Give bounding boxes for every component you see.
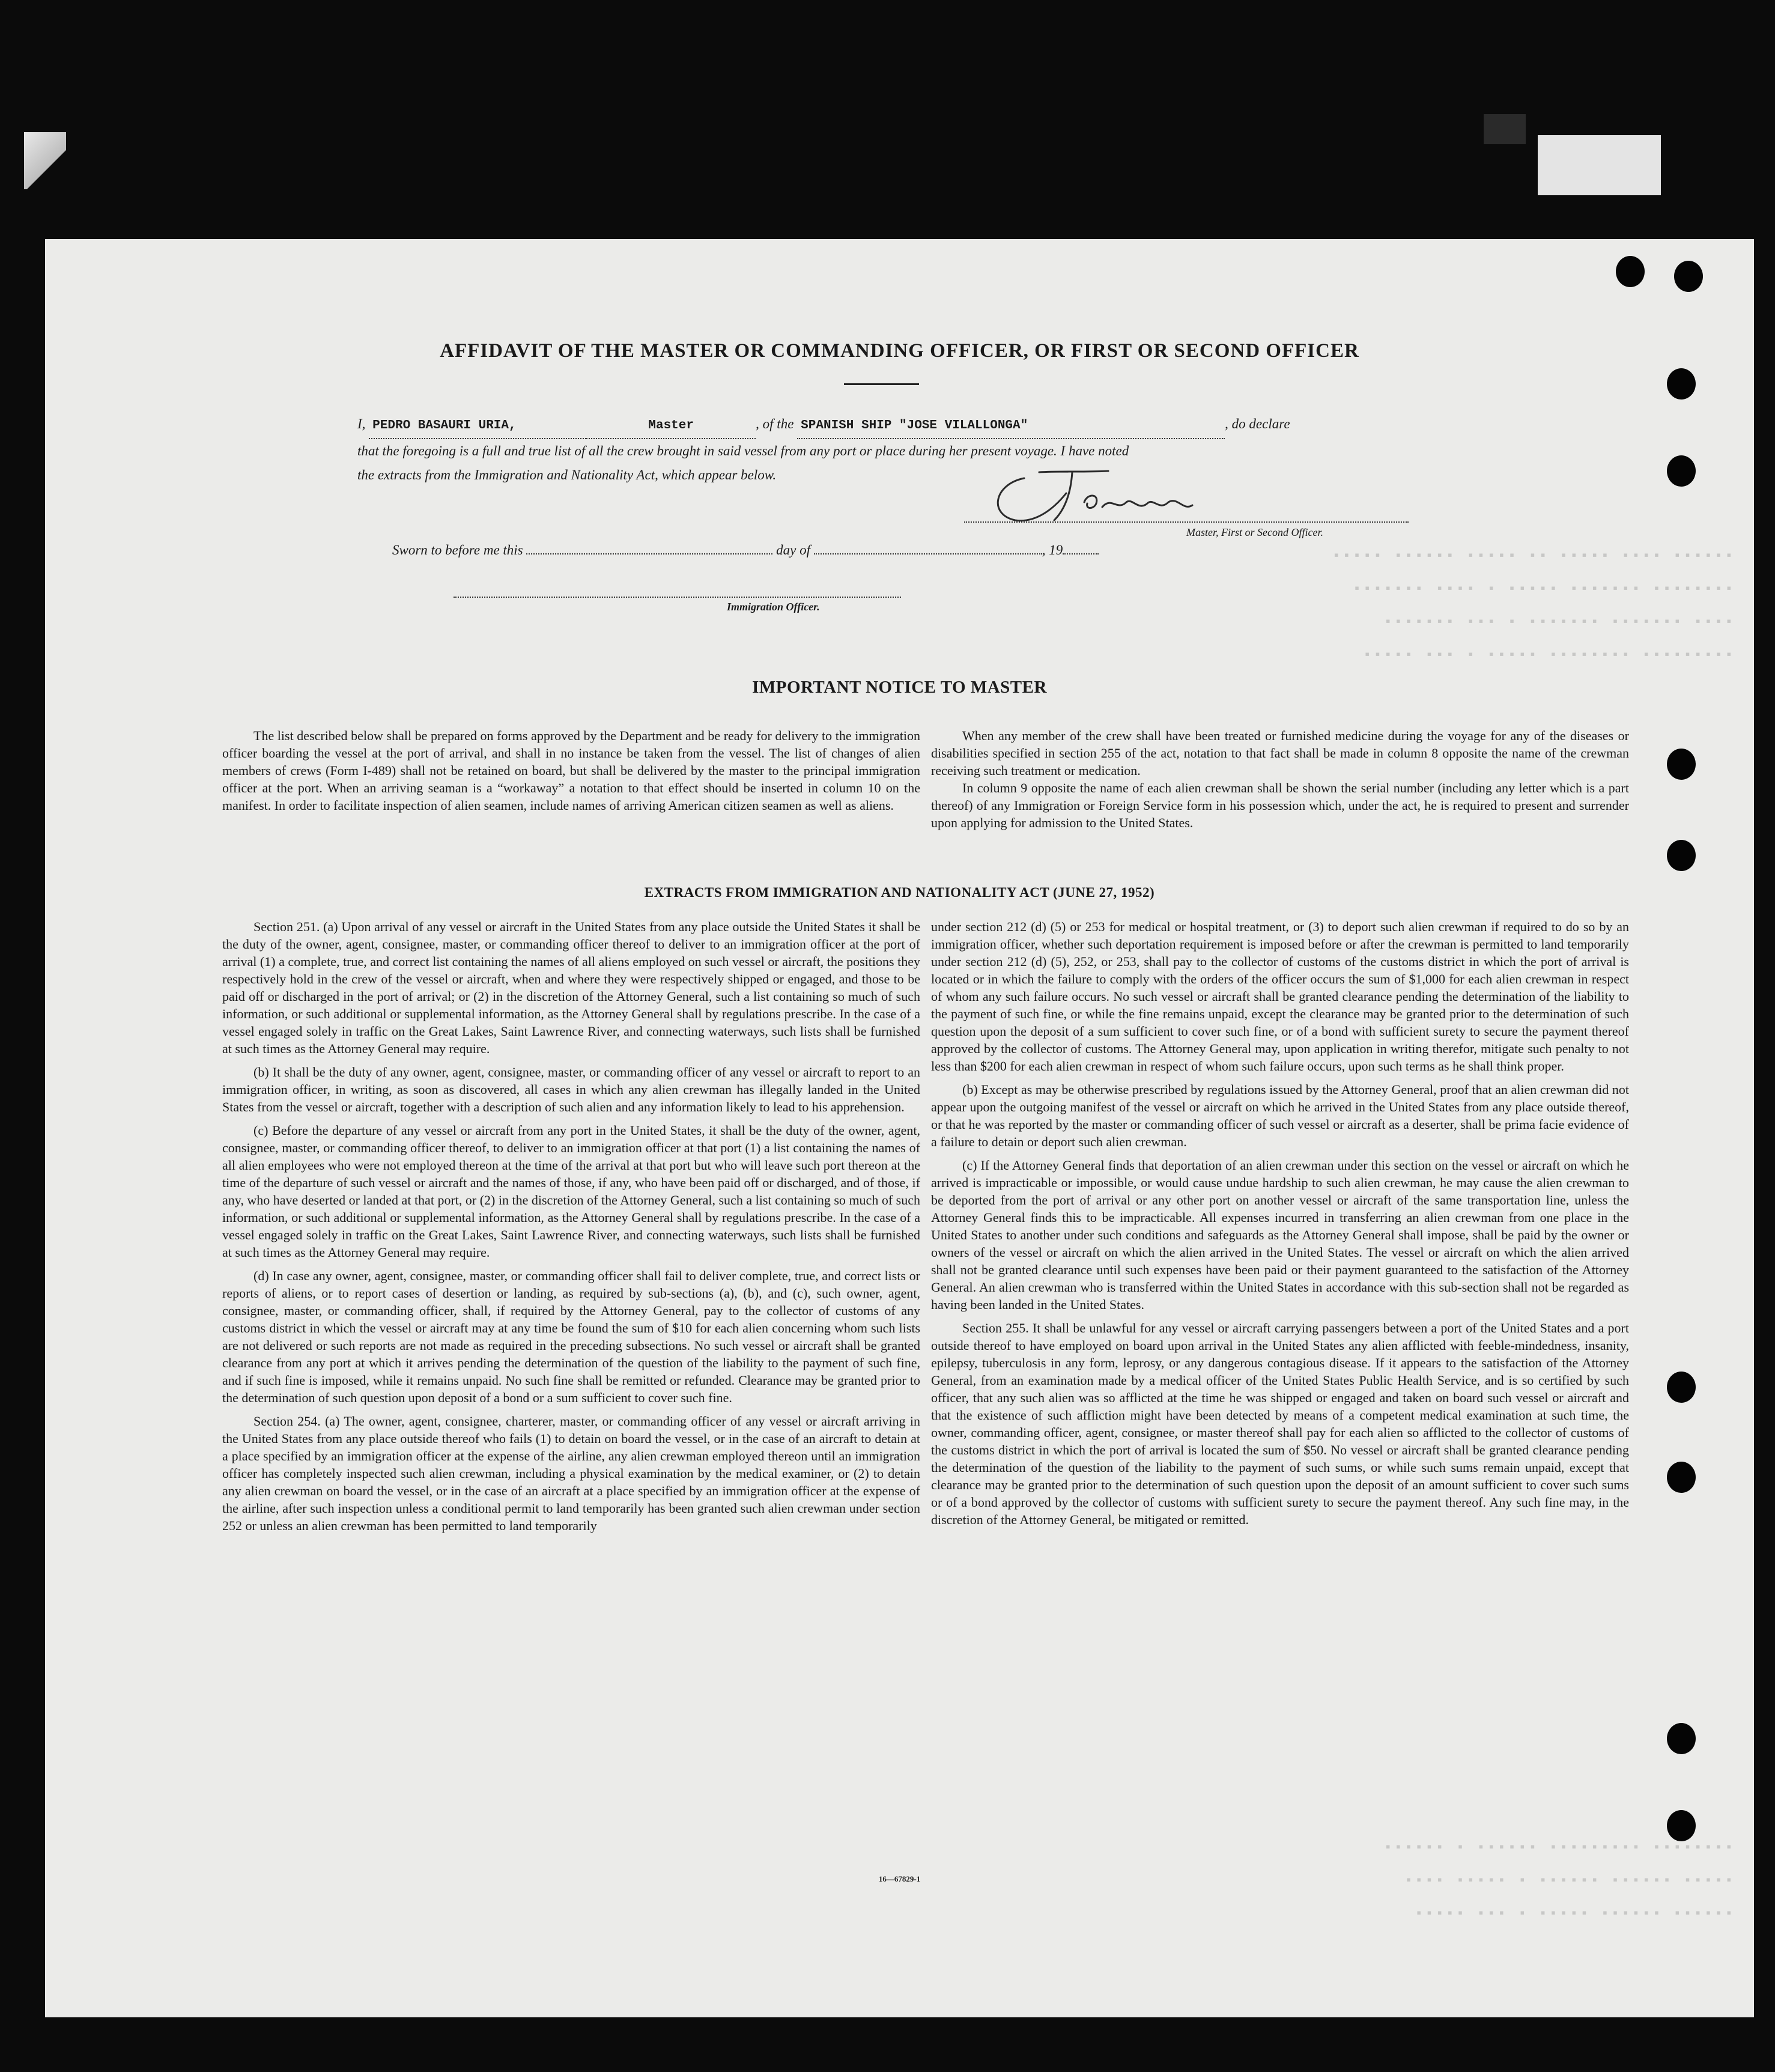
- bleed-through-row: ▪▪▪▪▪▪▪▪ ▪▪▪▪▪▪▪▪▪ ▪▪▪▪▪▪ ▪ ▪▪▪▪▪▪: [1382, 1840, 1733, 1855]
- bleed-through-row: ▪▪▪▪▪▪▪▪ ▪▪▪▪▪▪▪ ▪▪▪▪▪ ▪ ▪▪▪▪ ▪▪▪▪▪▪▪: [1350, 582, 1733, 597]
- title-rule: [844, 383, 919, 385]
- extracts-right-column: [931, 918, 1629, 1534]
- do-declare-label: , do declare: [1225, 416, 1290, 431]
- punch-hole: [1667, 1723, 1696, 1754]
- form-number: 16—67829-1: [878, 1874, 921, 1883]
- extract-paragraph: Section 254. (a) The owner, agent, consignee, charterer, master, or commanding officer of any vessel or aircraft arriving in the United States from any place outside thereof who fails (1) to detain on board the vessel, or in the case of an aircraft to detain at a place specified by an immigration officer at the expense of the airline, any alien crewman employed thereon until an immigration officer has completely inspected such alien crewman, including a physical examination by the medical examiner, or (2) to detain any alien crewman on board the vessel, or in the case of an aircraft at a place specified by an immigration officer at the expense of the airline, after such inspection unless a conditional permit to land temporarily has been granted such alien crewman under section 252 or unless an alien crewman has been permitted to land temporarily: [222, 1414, 920, 1533]
- declaration-block: [357, 412, 1499, 487]
- immigration-officer-line: [454, 597, 901, 598]
- extracts-title: EXTRACTS FROM IMMIGRATION AND NATIONALITY ACT (JUNE 27, 1952): [644, 885, 1155, 900]
- signature-line: [964, 521, 1409, 523]
- extract-paragraph: (b) It shall be the duty of any owner, agent, consignee, master, or commanding officer of any vessel or aircraft to report to an immigration officer, in writing, as soon as discovered, all cases in which any alien crewman has illegally landed in the United States from the vessel or aircraft, together with a description of such alien and any information likely to lead to his apprehension.: [222, 1065, 920, 1114]
- extract-paragraph: (b) Except as may be otherwise prescribed by regulations issued by the Attorney General, proof that an alien crewman did not appear upon the outgoing manifest of the vessel or aircraft on which he arrived in the United States from any place outside thereof, or that he was reported by the master or commanding officer of such vessel or aircraft as a deserter, shall be prima facie evidence of a failure to detain or deport such alien crewman.: [931, 1082, 1629, 1149]
- sworn-prefix: Sworn to before me this: [392, 542, 523, 557]
- master-name-field: PEDRO BASAURI URIA,: [369, 414, 586, 439]
- sworn-day-field: [526, 553, 772, 554]
- rank-field: Master: [586, 414, 756, 439]
- punch-hole: [1667, 1372, 1696, 1403]
- master-signature: [982, 460, 1234, 526]
- declaration-line-2: that the foregoing is a full and true list of all the crew brought in said vessel from any port or place during her present voyage. I have noted: [357, 443, 1129, 458]
- notice-title: IMPORTANT NOTICE TO MASTER: [752, 678, 1047, 697]
- bleed-through-row: ▪▪▪▪▪▪ ▪▪▪▪▪▪ ▪▪▪▪▪ ▪ ▪▪▪ ▪▪▪▪▪: [1412, 1906, 1733, 1921]
- film-corner-artifact: [24, 132, 66, 189]
- punch-hole: [1667, 455, 1696, 487]
- extract-paragraph: Section 251. (a) Upon arrival of any vessel or aircraft in the United States from any place outside the United States it shall be the duty of the owner, agent, consignee, master, or commanding officer thereof to deliver to an immigration officer at the port of arrival (1) a complete, true, and correct list containing the names of all aliens employed on such vessel or aircraft, the positions they respectively hold in the crew of the vessel or aircraft, when and where they were respectively shipped or engaged, and those to be paid off or discharged in the port of arrival; or (2) in the discretion of the Attorney General, such a list containing so much of such information, or such additional or supplemental information, as the Attorney General shall by regulations prescribe. In the case of a vessel engaged solely in traffic on the Great Lakes, Saint Lawrence River, and connecting waterways, such lists shall be furnished at such times as the Attorney General may require.: [222, 919, 920, 1056]
- sworn-year-field: [1063, 553, 1099, 554]
- film-edge-artifact: [1484, 114, 1526, 144]
- notice-left-column: [222, 727, 920, 820]
- year-prefix-label: , 19: [1042, 542, 1063, 557]
- master-officer-label: Master, First or Second Officer.: [1186, 526, 1323, 538]
- bleed-through-row: ▪▪▪▪▪ ▪▪▪▪▪▪ ▪▪▪▪▪▪ ▪ ▪▪▪▪▪ ▪▪▪▪: [1402, 1873, 1733, 1888]
- extract-paragraph: under section 212 (d) (5) or 253 for medical or hospital treatment, or (3) to deport such alien crewman if required to do so by an immigration officer, whether such deportation requirement is imposed before or after the crewman is permitted to land temporarily under section 212 (d) (5), 252, or 253, shall pay to the collector of customs of the customs district in which the port of arrival is located or in which the failure to comply with the orders of the officer occurs the sum of $1,000 for each alien crewman in respect of whom any such failure occurs. No such vessel or aircraft shall be granted clearance pending the determination of the liability to the payment of such fine, or while the fine remains unpaid, except the clearance may be granted prior to the determination of such question upon the deposit of a sum sufficient to cover such fine, or of a bond with sufficient surety to secure the payment thereof approved by the collector of customs. The Attorney General may, upon application in writing therefor, mitigate such penalty to not less than $200 for each alien crewman in respect of whom such failure occurs, upon such terms as he shall think proper.: [931, 919, 1629, 1074]
- extract-paragraph: (c) If the Attorney General finds that deportation of an alien crewman under this section on the vessel or aircraft on which he arrived is impracticable or impossible, or would cause undue hardship to such alien crewman, he may cause the alien crewman to be deported from the port of arrival or any other port on another vessel or aircraft of the same transportation line, unless the Attorney General finds this to be impracticable. All expenses incurred in transferring an alien crewman from one place in the United States to another under such conditions and safeguards as the Attorney General shall impose, shall be paid by the owner or owners of the vessel or aircraft on which the alien arrived in the United States. The vessel or aircraft on which the alien arrived shall not be granted clearance until such expenses have been paid or their payment guaranteed to the satisfaction of the Attorney General. An alien crewman who is transferred within the United States in accordance with this sub-section shall not be regarded as having been landed in the United States.: [931, 1158, 1629, 1312]
- day-of-label: day of: [776, 542, 810, 557]
- sworn-month-field: [814, 553, 1042, 554]
- declaration-line-3: the extracts from the Immigration and Nationality Act, which appear below.: [357, 467, 777, 482]
- decl-i-label: I,: [357, 416, 366, 431]
- sworn-line: [392, 542, 1099, 558]
- vessel-field: SPANISH SHIP "JOSE VILALLONGA": [797, 414, 1225, 439]
- bleed-through-row: ▪▪▪▪ ▪▪▪▪▪▪▪ ▪▪▪▪▪▪▪ ▪ ▪▪▪ ▪▪▪▪▪▪▪: [1382, 615, 1733, 630]
- punch-hole: [1667, 840, 1696, 871]
- extract-paragraph: Section 255. It shall be unlawful for any vessel or aircraft carrying passengers between a port of the United States and a port outside thereof to have employed on board upon arrival in the United States any alien afflicted with feeble-mindedness, insanity, epilepsy, tuberculosis in any form, leprosy, or any dangerous contagious disease. If it appears to the satisfaction of the Attorney General, from an examination made by a medical officer of the United States Public Health Service, and is so certified by such officer, that any such alien was so afflicted at the time he was shipped or engaged and taken on board such vessel or aircraft and that the existence of such affliction might have been detected by means of a competent medical examination at such time, the owner, commanding officer, agent, consignee, or master thereof shall pay for each alien so afflicted to the collector of customs of the customs district in which the port of arrival is located the sum of $50. No vessel or aircraft shall be granted clearance pending the determination of the question of the liability to the payment of such sums, or while such sums remain unpaid, except that clearance may be granted prior to the determination of such question upon the deposit of an amount sufficient to cover such sums or of a bond approved by the collector of customs with sufficient surety to secure the payment thereof. Any such fine may, in the discretion of the Attorney General, be mitigated or remitted.: [931, 1320, 1629, 1527]
- notice-paragraph: In column 9 opposite the name of each alien crewman shall be shown the serial number (including any letter which is a part thereof) of any Immigration or Foreign Service form in his possession which, under the act, he is required to present and surrender upon applying for admission to the United States.: [931, 780, 1629, 830]
- film-tab-artifact: [1538, 135, 1661, 195]
- of-the-label: , of the: [756, 416, 794, 431]
- notice-paragraph: The list described below shall be prepared on forms approved by the Department and be ready for delivery to the immigration officer boarding the vessel at the port of arrival, and shall in no instance be taken from the vessel. The list of changes of alien members of crews (Form I-489) shall not be retained on board, but shall be delivered by the master to the principal immigration officer at the port. When an arriving seaman is a “workaway” a notation to that effect should be inserted in column 10 on the manifest. In order to facilitate inspection of alien seamen, include names of arriving American citizen seamen as well as aliens.: [222, 728, 920, 813]
- bleed-through-row: ▪▪▪▪▪▪ ▪▪▪▪ ▪▪▪▪▪ ▪▪ ▪▪▪▪▪ ▪▪▪▪▪▪ ▪▪▪▪▪: [1330, 548, 1733, 564]
- punch-hole: [1667, 368, 1696, 400]
- affidavit-title: AFFIDAVIT OF THE MASTER OR COMMANDING OFFICER, OR FIRST OR SECOND OFFICER: [440, 340, 1359, 362]
- immigration-officer-label: Immigration Officer.: [727, 601, 820, 613]
- notice-right-column: [931, 727, 1629, 837]
- declaration-line-1: [357, 412, 1499, 439]
- document-sheet: [45, 239, 1754, 2017]
- extracts-left-column: [222, 918, 920, 1540]
- notice-paragraph: When any member of the crew shall have been treated or furnished medicine during the voyage for any of the diseases or disabilities specified in section 255 of the act, notation to that fact shall be made in column 8 opposite the name of the crewman receiving such treatment or medication.: [931, 728, 1629, 778]
- punch-hole: [1667, 1462, 1696, 1493]
- punch-hole: [1667, 749, 1696, 780]
- punch-hole: [1674, 261, 1703, 292]
- extract-paragraph: (c) Before the departure of any vessel or aircraft from any port in the United States, it shall be the duty of the owner, agent, consignee, master, or commanding officer thereof, to deliver to an immigration officer at that port (1) a list containing the names of all alien employees who were not employed thereon at the time of the arrival at that port but who will leave such port thereon at the time of the departure of such vessel or aircraft and the names of those, if any, who have been paid off or discharged, and of those, if any, who have deserted or landed at that port, or (2) in the discretion of the Attorney General, such a list containing so much of such information, or such additional or supplemental information, as the Attorney General shall by regulations prescribe. In the case of a vessel engaged solely in traffic on the Great Lakes, Saint Lawrence River, and connecting waterways, such lists shall be furnished at such times as the Attorney General may require.: [222, 1123, 920, 1260]
- punch-hole: [1667, 1810, 1696, 1841]
- punch-hole: [1616, 256, 1645, 287]
- extract-paragraph: (d) In case any owner, agent, consignee, master, or commanding officer shall fail to deliver complete, true, and correct lists or reports of aliens, or to report cases of desertion or landing, as required by sub-sections (a), (b), and (c), such owner, agent, consignee, master, or commanding officer, shall, if required by the Attorney General, pay to the collector of customs of any customs district in which the vessel or aircraft may at any time be found the sum of $10 for each alien concerning whom such lists are not delivered or such reports are not made as required in the preceding subsections. No such vessel or aircraft shall be granted clearance from any port at which it arrives pending the determination of the question of the liability to the payment of such fine, and if such fine is imposed, while it remains unpaid. No such fine shall be remitted or refunded. Clearance may be granted prior to the determination of such question upon deposit of a bond or a sum sufficient to cover such fine.: [222, 1268, 920, 1405]
- bleed-through-row: ▪▪▪▪▪▪▪▪▪ ▪▪▪▪▪▪▪▪ ▪▪▪▪▪ ▪ ▪▪▪ ▪▪▪▪▪: [1361, 648, 1733, 663]
